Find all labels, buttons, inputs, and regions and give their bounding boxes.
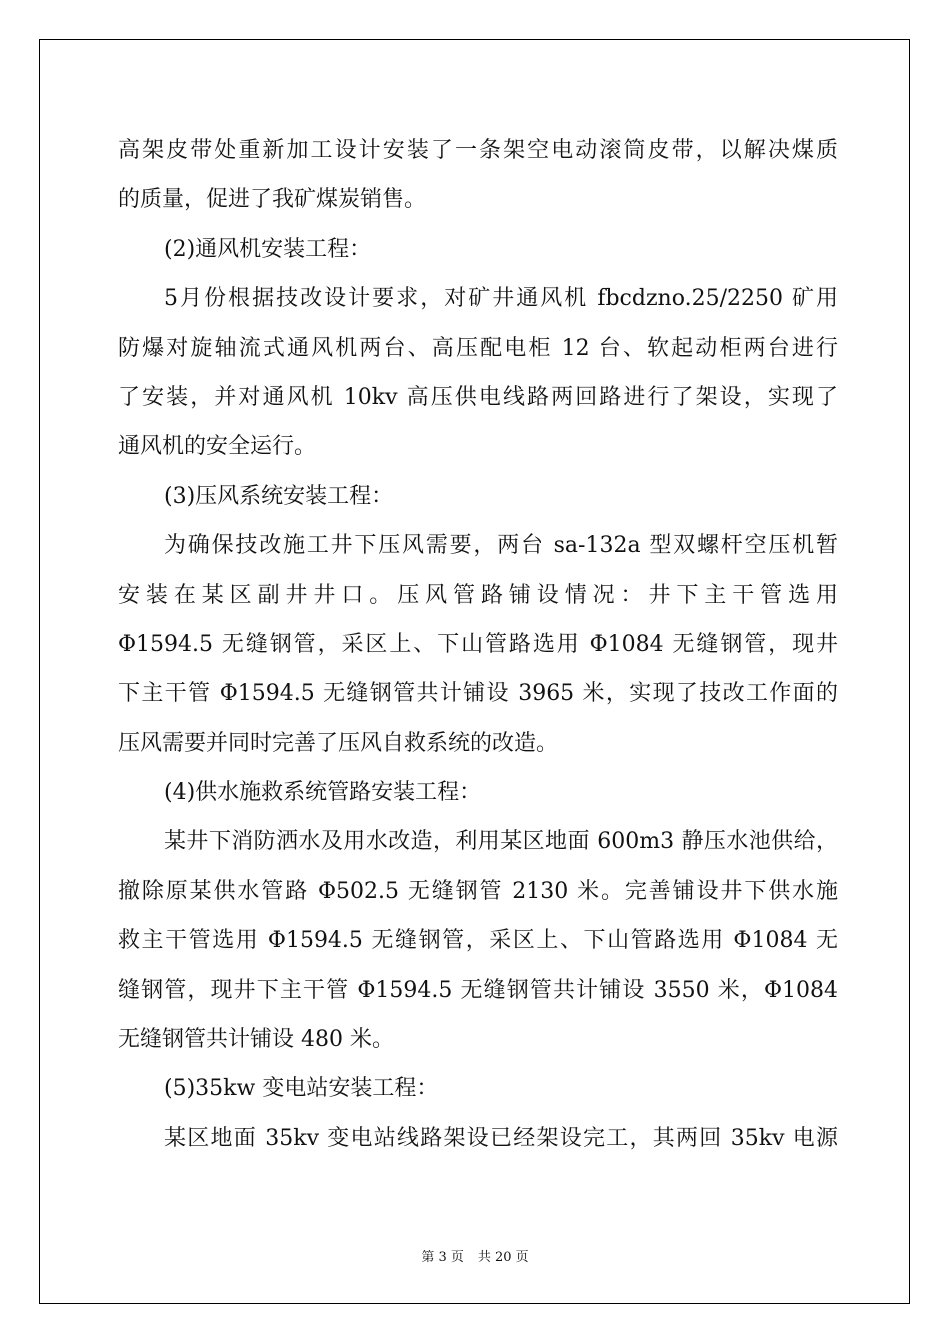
section-heading: (4)供水施救系统管路安装工程： bbox=[164, 780, 482, 806]
text-line: 撤除原某供水管路 Φ502.5 无缝钢管 2130 米。完善铺设井下供水施 bbox=[118, 878, 838, 904]
section-heading: (5)35kw 变电站安装工程： bbox=[164, 1076, 439, 1102]
text-line: 为确保技改施工井下压风需要，两台 sa-132a 型双螺杆空压机暂 bbox=[164, 533, 838, 559]
text-line: 高架皮带处重新加工设计安装了一条架空电动滚筒皮带，以解决煤质 bbox=[118, 138, 838, 163]
text-line: 5月份根据技改设计要求，对矿井通风机 fbcdzno.25/2250 矿用 bbox=[164, 286, 838, 312]
text-line: 了安装，并对通风机 10kv 高压供电线路两回路进行了架设，实现了 bbox=[118, 384, 838, 410]
page-total: 共 20 页 bbox=[477, 1250, 529, 1265]
page-footer bbox=[0, 1246, 950, 1265]
text-line: 下主干管 Φ1594.5 无缝钢管共计铺设 3965 米，实现了技改工作面的 bbox=[118, 681, 838, 707]
text-line: 防爆对旋轴流式通风机两台、高压配电柜 12 台、软起动柜两台进行 bbox=[118, 335, 838, 361]
text-line: 通风机的安全运行。 bbox=[118, 434, 317, 460]
section-heading: (3)压风系统安装工程： bbox=[164, 483, 394, 509]
document-body bbox=[118, 126, 838, 1163]
text-line: 某井下消防洒水及用水改造，利用某区地面 600m3 静压水池供给， bbox=[164, 829, 838, 855]
text-line: 某区地面 35kv 变电站线路架设已经架设完工，其两回 35kv 电源 bbox=[164, 1125, 838, 1151]
text-line: 的质量，促进了我矿煤炭销售。 bbox=[118, 187, 427, 213]
text-line: 无缝钢管共计铺设 480 米。 bbox=[118, 1027, 394, 1053]
text-line: Φ1594.5 无缝钢管，采区上、下山管路选用 Φ1084 无缝钢管，现井 bbox=[118, 631, 838, 657]
text-line: 压风需要并同时完善了压风自救系统的改造。 bbox=[118, 730, 559, 756]
text-line: 缝钢管，现井下主干管 Φ1594.5 无缝钢管共计铺设 3550 米，Φ1084 bbox=[118, 977, 838, 1003]
section-heading: (2)通风机安装工程： bbox=[164, 236, 372, 262]
page-number: 第 3 页 bbox=[421, 1250, 464, 1265]
text-line: 救主干管选用 Φ1594.5 无缝钢管，采区上、下山管路选用 Φ1084 无 bbox=[118, 928, 838, 954]
text-line: 安装在某区副井井口。压风管路铺设情况：井下主干管选用 bbox=[118, 582, 838, 608]
